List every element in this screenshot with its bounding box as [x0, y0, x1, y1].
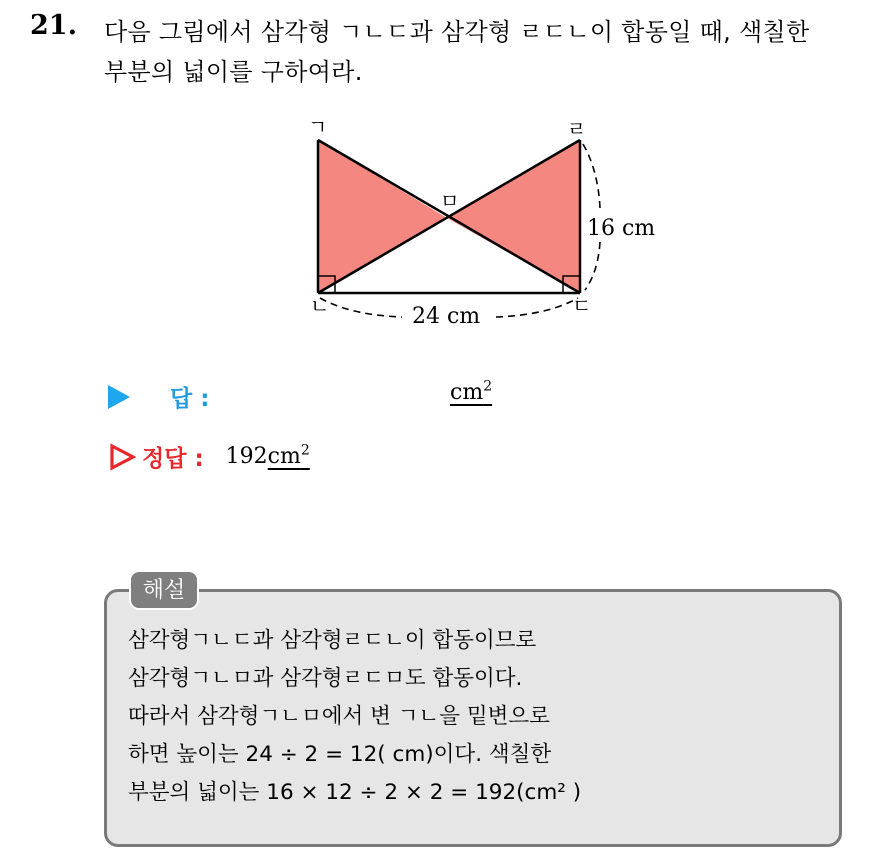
vertex-label-a: ㄱ: [308, 115, 328, 139]
solution-line: 삼각형ㄱㄴㄷ과 삼각형ㄹㄷㄴ이 합동이므로: [128, 628, 537, 653]
solution-line: 따라서 삼각형ㄱㄴㅁ에서 변 ㄱㄴ을 밑변으로: [128, 704, 550, 729]
question-line: 부분의 넓이를 구하여라.: [104, 58, 363, 86]
correct-answer-unit-group: [268, 444, 310, 469]
base-dimension-arc: [496, 298, 578, 317]
answer-unit-exponent: 2: [483, 378, 493, 395]
correct-answer-row: [108, 440, 310, 473]
bowtie-figure: [290, 110, 680, 340]
answer-blank[interactable]: [450, 380, 492, 405]
answer-unit: cm: [450, 380, 484, 405]
correct-answer-unit-exponent: 2: [300, 442, 310, 459]
solution-tag: 해설: [129, 570, 199, 610]
play-arrow-icon: [108, 385, 130, 409]
height-dimension-arc: [583, 144, 600, 208]
solution-text: [128, 622, 581, 812]
question-text: [104, 12, 874, 92]
solution-line: 삼각형ㄱㄴㅁ과 삼각형ㄹㄷㅁ도 합동이다.: [128, 666, 523, 691]
question-line: 다음 그림에서 삼각형 ㄱㄴㄷ과 삼각형 ㄹㄷㄴ이 합동일 때, 색칠한: [104, 18, 810, 46]
outline-play-arrow-icon: [108, 443, 136, 471]
shaded-right-triangle: [447, 140, 580, 293]
correct-answer-value: [226, 444, 310, 469]
height-dimension-arc: [585, 242, 600, 290]
height-length-label: 16 cm: [587, 216, 656, 241]
vertex-label-c: ㄷ: [572, 294, 592, 318]
vertex-label-e: ㅁ: [440, 189, 460, 213]
question-number: 21.: [30, 10, 77, 41]
correct-answer-label: 정답 :: [142, 446, 204, 472]
solution-line: 하면 높이는 24 ÷ 2 = 12( cm)이다. 색칠한: [128, 742, 552, 767]
vertex-label-b: ㄴ: [310, 294, 330, 318]
solution-line: 부분의 넓이는 16 × 12 ÷ 2 × 2 = 192(cm² ): [128, 780, 582, 805]
vertex-label-d: ㄹ: [567, 117, 587, 141]
correct-answer-number: 192: [225, 444, 268, 469]
shaded-left-triangle: [318, 140, 447, 293]
base-length-label: 24 cm: [412, 304, 481, 329]
correct-answer-unit: cm: [267, 444, 301, 469]
answer-label: 답 :: [170, 386, 210, 412]
base-dimension-arc: [320, 298, 402, 317]
answer-row: [108, 380, 209, 413]
